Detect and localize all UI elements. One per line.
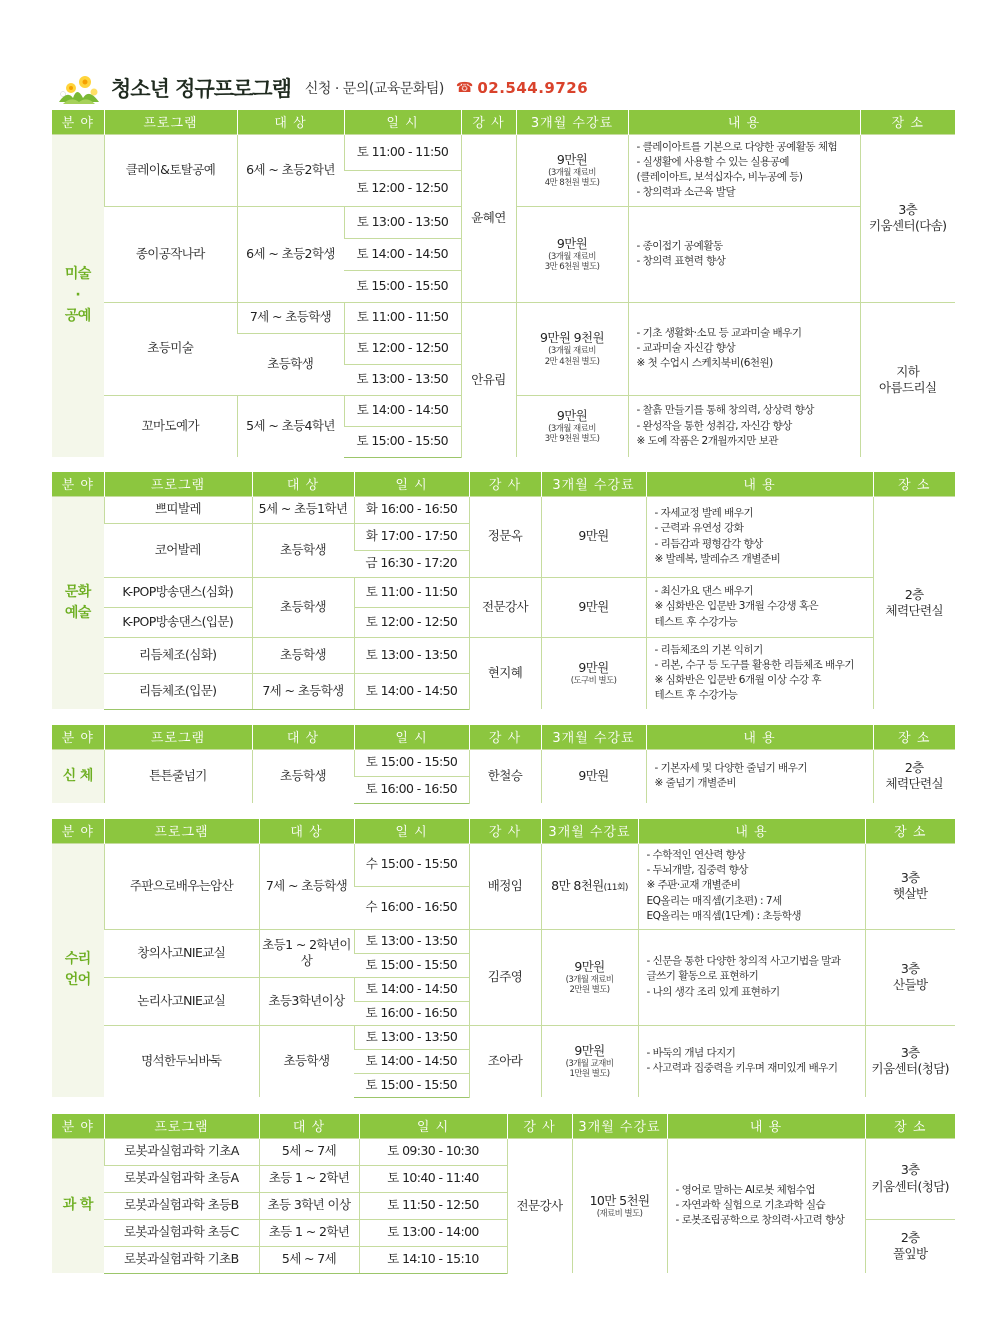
time-cell: 토 14:10 - 15:10: [359, 1246, 507, 1273]
section-science: [52, 1114, 955, 1274]
location-cell: 3층 키움센터(다솜): [860, 134, 955, 302]
table-row: [52, 496, 955, 523]
instructor-cell: 김주영: [469, 929, 541, 1025]
target-cell: 5세 ~ 초등1학년: [252, 496, 354, 523]
time-cell: 토 15:00 - 15:50: [344, 426, 461, 457]
column-header: 일 시: [359, 1114, 507, 1138]
content-cell: - 수학적인 연산력 향상 - 두뇌개발, 집중력 향상 ※ 주판·교재 개별준비 EQ올리는 매직셈(기초편) : 7세 EQ올리는 매직셈(1단계) : 초등학생: [638, 843, 865, 929]
table-row: [52, 929, 955, 953]
column-header: 대 상: [252, 472, 354, 496]
time-cell: 토 12:00 - 12:50: [354, 607, 469, 637]
location-cell: 2층 체력단련실: [873, 749, 955, 803]
page-header: [55, 66, 955, 110]
fee-cell: 9만원 (도구비 별도): [541, 637, 646, 709]
time-cell: 토 16:00 - 16:50: [354, 1001, 469, 1025]
location-cell: 2층 체력단련실: [873, 496, 955, 709]
column-header: 대 상: [259, 819, 354, 843]
column-header: 대 상: [259, 1114, 359, 1138]
time-cell: 수 16:00 - 16:50: [354, 886, 469, 929]
column-header: 장 소: [865, 819, 955, 843]
time-cell: 토 11:50 - 12:50: [359, 1192, 507, 1219]
column-header: 3개월 수강료: [541, 725, 646, 749]
target-cell: 7세 ~ 초등학생: [259, 843, 354, 929]
table-row: [52, 1025, 955, 1049]
phone-number[interactable]: 02.544.9726: [477, 79, 589, 97]
time-cell: 토 10:40 - 11:40: [359, 1165, 507, 1192]
section-art: [52, 110, 955, 458]
location-cell: 2층 풀잎방: [865, 1219, 955, 1273]
time-cell: 토 14:00 - 14:50: [354, 977, 469, 1001]
program-name: 코어발레: [104, 523, 252, 577]
target-cell: 6세 ~ 초등2학년: [237, 134, 344, 206]
column-header: 3개월 수강료: [541, 472, 646, 496]
column-header: 프로그램: [104, 110, 237, 134]
column-header: 일 시: [344, 110, 461, 134]
column-header: 분 야: [52, 472, 104, 496]
target-cell: 초등3학년이상: [259, 977, 354, 1025]
column-header: 분 야: [52, 819, 104, 843]
table-header-row: [52, 110, 955, 134]
column-header: 내 용: [638, 819, 865, 843]
table-row: [52, 302, 955, 333]
fee-cell: 9만원: [541, 496, 646, 577]
content-cell: - 기초 생활화·소묘 등 교과미술 배우기 - 교과미술 자신감 향상 ※ 첫 수업시 스케치북비(6천원): [628, 302, 860, 395]
instructor-cell: 한철승: [469, 749, 541, 803]
instructor-cell: 현지혜: [469, 637, 541, 709]
program-name: 주판으로배우는암산: [104, 843, 259, 929]
target-cell: 초등 1 ~ 2학년: [259, 1165, 359, 1192]
column-header: 3개월 수강료: [541, 819, 638, 843]
time-cell: 토 15:00 - 15:50: [354, 953, 469, 977]
content-cell: - 클레이아트를 기본으로 다양한 공예활동 체험 - 실생활에 사용할 수 있는 실용공예 (클레이아트, 보석십자수, 비누공예 등) - 창의력과 소근육 발달: [628, 134, 860, 206]
time-cell: 토 13:00 - 13:50: [354, 929, 469, 953]
column-header: 강 사: [507, 1114, 572, 1138]
location-cell: 3층 키움센터(청담): [865, 1025, 955, 1097]
fee-cell: 9만원 (3개월 재료비 3만 9천원 별도): [516, 395, 628, 457]
program-name: 로봇과실험과학 초등A: [104, 1165, 259, 1192]
content-cell: - 자세교정 발레 배우기 - 근력과 유연성 강화 - 리듬감과 평형감각 향상 ※ 발레복, 발레슈즈 개별준비: [646, 496, 873, 577]
time-cell: 토 13:00 - 13:50: [354, 637, 469, 673]
location-cell: 3층 산들방: [865, 929, 955, 1025]
column-header: 장 소: [860, 110, 955, 134]
category-cell: 미술 · 공예: [52, 134, 104, 457]
instructor-cell: 안유림: [461, 302, 516, 457]
program-name: 리듬체조(입문): [104, 673, 252, 709]
time-cell: 토 12:00 - 12:50: [344, 333, 461, 364]
program-name: 클레이&토탈공예: [104, 134, 237, 206]
column-header: 장 소: [873, 725, 955, 749]
column-header: 3개월 수강료: [572, 1114, 667, 1138]
fee-cell: 9만원 (3개월 재료비 2만원 별도): [541, 929, 638, 1025]
program-name: 로봇과실험과학 초등B: [104, 1192, 259, 1219]
column-header: 분 야: [52, 110, 104, 134]
column-header: 프로그램: [104, 472, 252, 496]
table-header-row: [52, 725, 955, 749]
contact-label: 신청 · 문의(교육문화팀): [304, 81, 444, 97]
program-name: 리듬체조(심화): [104, 637, 252, 673]
column-header: 프로그램: [104, 725, 252, 749]
program-name: 로봇과실험과학 초등C: [104, 1219, 259, 1246]
page-title: 청소년 정규프로그램: [111, 77, 291, 101]
section-math: [52, 819, 955, 1098]
table-row: [52, 577, 955, 607]
category-cell: 과 학: [52, 1138, 104, 1273]
time-cell: 토 09:30 - 10:30: [359, 1138, 507, 1165]
content-cell: - 리듬체조의 기본 익히기 - 리본, 수구 등 도구를 활용한 리듬체조 배우기 ※ 심화반은 입문반 6개월 이상 수강 후 테스트 후 수강가능: [646, 637, 873, 709]
time-cell: 토 13:00 - 13:50: [344, 364, 461, 395]
time-cell: 토 14:00 - 14:50: [344, 395, 461, 426]
target-cell: 초등학생: [252, 749, 354, 803]
fee-cell: 9만원 (3개월 재료비 4만 8천원 별도): [516, 134, 628, 206]
table-row: [52, 1138, 955, 1165]
target-cell: 초등학생: [259, 1025, 354, 1097]
time-cell: 토 16:00 - 16:50: [354, 776, 469, 803]
table-header-row: [52, 1114, 955, 1138]
target-cell: 5세 ~ 초등4학년: [237, 395, 344, 457]
content-cell: - 영어로 말하는 AI로봇 체험수업 - 자연과학 실험으로 기초과학 실습 - 로봇조립공학으로 창의력·사고력 향상: [667, 1138, 865, 1273]
target-cell: 7세 ~ 초등학생: [252, 673, 354, 709]
fee-cell: 9만원: [541, 577, 646, 637]
section-body: [52, 725, 955, 804]
column-header: 내 용: [667, 1114, 865, 1138]
program-name: 꼬마도예가: [104, 395, 237, 457]
table-row: [52, 843, 955, 886]
time-cell: 토 12:00 - 12:50: [344, 170, 461, 206]
instructor-cell: 배정임: [469, 843, 541, 929]
instructor-cell: 전문강사: [469, 577, 541, 637]
target-cell: 초등학생: [252, 637, 354, 673]
column-header: 대 상: [237, 110, 344, 134]
program-name: 창의사고NIE교실: [104, 929, 259, 977]
program-name: 튼튼줄넘기: [104, 749, 252, 803]
column-header: 분 야: [52, 725, 104, 749]
location-cell: 지하 아름드리실: [860, 302, 955, 457]
time-cell: 토 15:00 - 15:50: [354, 1073, 469, 1097]
program-name: 초등미술: [104, 302, 237, 395]
section-dance: [52, 472, 955, 710]
fee-cell: 9만원 (3개월 교재비 1만원 별도): [541, 1025, 638, 1097]
column-header: 강 사: [469, 472, 541, 496]
location-cell: 3층 키움센터(청담): [865, 1138, 955, 1219]
fee-cell: 8만 8천원(11회): [541, 843, 638, 929]
column-header: 장 소: [865, 1114, 955, 1138]
program-name: 쁘띠발레: [104, 496, 252, 523]
time-cell: 토 15:00 - 15:50: [344, 270, 461, 302]
time-cell: 토 11:00 - 11:50: [344, 134, 461, 170]
content-cell: - 바둑의 개념 다지기 - 사고력과 집중력을 키우며 재미있게 배우기: [638, 1025, 865, 1097]
target-cell: 5세 ~ 7세: [259, 1246, 359, 1273]
content-cell: - 찰흙 만들기를 통해 창의력, 상상력 향상 - 완성작을 통한 성취감, 자신감 향상 ※ 도예 작품은 2개월까지만 보관: [628, 395, 860, 457]
target-cell: 초등학생: [252, 577, 354, 637]
column-header: 3개월 수강료: [516, 110, 628, 134]
column-header: 일 시: [354, 819, 469, 843]
fee-cell: 10만 5천원 (재료비 별도): [572, 1138, 667, 1273]
column-header: 분 야: [52, 1114, 104, 1138]
table-row: [52, 134, 955, 170]
category-cell: 문화 예술: [52, 496, 104, 709]
time-cell: 금 16:30 - 17:20: [354, 550, 469, 577]
fee-cell: 9만원 (3개월 재료비 3만 6천원 별도): [516, 206, 628, 302]
content-cell: - 종이접기 공예활동 - 창의력 표현력 향상: [628, 206, 860, 302]
program-name: K-POP방송댄스(심화): [104, 577, 252, 607]
time-cell: 토 14:00 - 14:50: [354, 1049, 469, 1073]
content-cell: - 신문을 통한 다양한 창의적 사고기법을 말과 글쓰기 활동으로 표현하기 - 나의 생각 조리 있게 표현하기: [638, 929, 865, 1025]
column-header: 내 용: [628, 110, 860, 134]
location-cell: 3층 햇살반: [865, 843, 955, 929]
table-row: [52, 637, 955, 673]
target-cell: 5세 ~ 7세: [259, 1138, 359, 1165]
column-header: 내 용: [646, 725, 873, 749]
column-header: 내 용: [646, 472, 873, 496]
instructor-cell: 정문옥: [469, 496, 541, 577]
program-name: 논리사고NIE교실: [104, 977, 259, 1025]
program-name: 로봇과실험과학 기초B: [104, 1246, 259, 1273]
time-cell: 토 13:00 - 13:50: [344, 206, 461, 238]
column-header: 대 상: [252, 725, 354, 749]
instructor-cell: 전문강사: [507, 1138, 572, 1273]
time-cell: 토 14:00 - 14:50: [354, 673, 469, 709]
target-cell: 6세 ~ 초등2학생: [237, 206, 344, 302]
target-cell: 초등 3학년 이상: [259, 1192, 359, 1219]
program-name: 로봇과실험과학 기초A: [104, 1138, 259, 1165]
instructor-cell: 조아라: [469, 1025, 541, 1097]
column-header: 장 소: [873, 472, 955, 496]
column-header: 일 시: [354, 472, 469, 496]
table-header-row: [52, 819, 955, 843]
fee-cell: 9만원: [541, 749, 646, 803]
time-cell: 토 11:00 - 11:50: [354, 577, 469, 607]
instructor-cell: 윤혜연: [461, 134, 516, 302]
time-cell: 화 17:00 - 17:50: [354, 523, 469, 550]
time-cell: 토 14:00 - 14:50: [344, 238, 461, 270]
column-header: 강 사: [469, 819, 541, 843]
time-cell: 토 11:00 - 11:50: [344, 302, 461, 333]
flower-logo-icon: [55, 68, 103, 108]
time-cell: 수 15:00 - 15:50: [354, 843, 469, 886]
time-cell: 화 16:00 - 16:50: [354, 496, 469, 523]
table-header-row: [52, 472, 955, 496]
fee-cell: 9만원 9천원 (3개월 재료비 2만 4천원 별도): [516, 302, 628, 395]
target-cell: 초등1 ~ 2학년이상: [259, 929, 354, 977]
column-header: 프로그램: [104, 1114, 259, 1138]
target-cell: 7세 ~ 초등학생: [237, 302, 344, 333]
time-cell: 토 13:00 - 14:00: [359, 1219, 507, 1246]
phone-icon: ☎: [455, 80, 474, 96]
content-cell: - 최신가요 댄스 배우기 ※ 심화반은 입문반 3개월 수강생 혹은 테스트 후 수강가능: [646, 577, 873, 637]
target-cell: 초등 1 ~ 2학년: [259, 1219, 359, 1246]
table-row: [52, 749, 955, 776]
program-name: K-POP방송댄스(입문): [104, 607, 252, 637]
time-cell: 토 13:00 - 13:50: [354, 1025, 469, 1049]
column-header: 강 사: [461, 110, 516, 134]
column-header: 일 시: [354, 725, 469, 749]
category-cell: 수리 언어: [52, 843, 104, 1097]
content-cell: - 기본자세 및 다양한 줄넘기 배우기 ※ 줄넘기 개별준비: [646, 749, 873, 803]
time-cell: 토 15:00 - 15:50: [354, 749, 469, 776]
program-name: 종이공작나라: [104, 206, 237, 302]
target-cell: 초등학생: [237, 333, 344, 395]
target-cell: 초등학생: [252, 523, 354, 577]
category-cell: 신 체: [52, 749, 104, 803]
column-header: 강 사: [469, 725, 541, 749]
program-name: 명석한두뇌바둑: [104, 1025, 259, 1097]
column-header: 프로그램: [104, 819, 259, 843]
